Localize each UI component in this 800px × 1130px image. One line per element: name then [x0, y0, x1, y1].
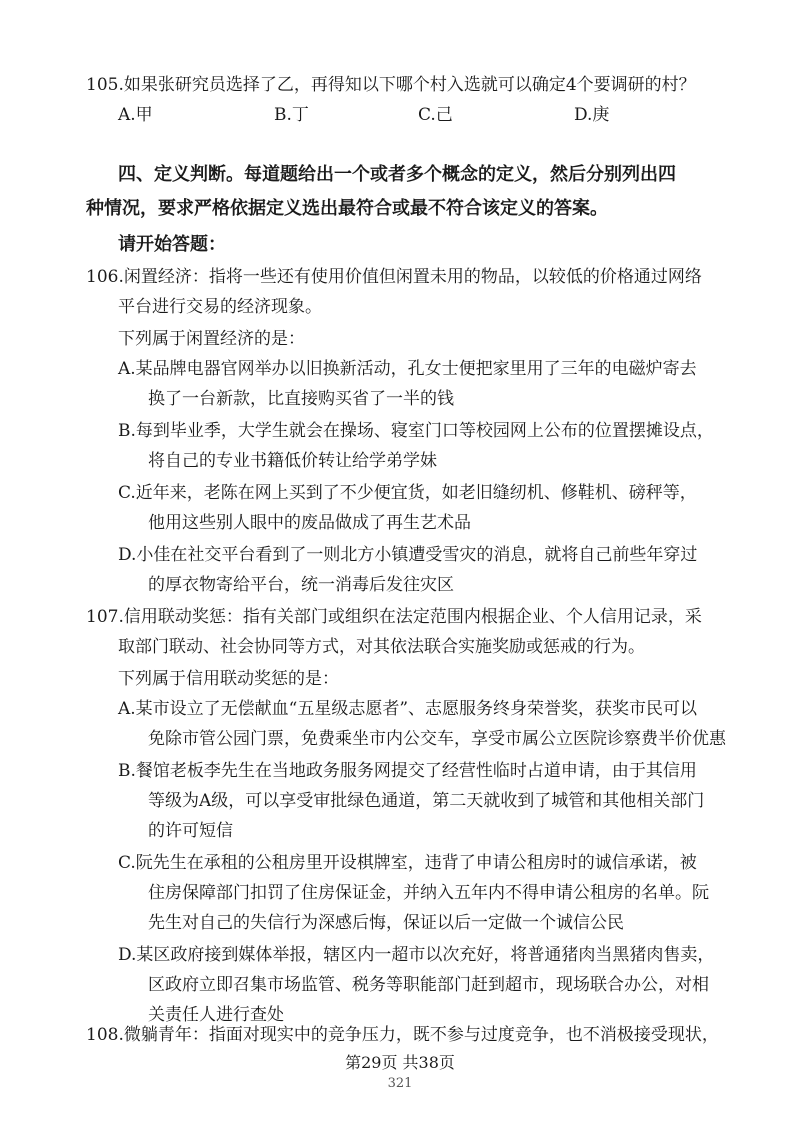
q107-option-c-1: C.阮先生在承租的公租房里开设棋牌室，违背了申请公租房时的诚信承诺，被 — [118, 853, 697, 873]
q106-option-c-2: 他用这些别人眼中的废品做成了再生艺术品 — [148, 513, 471, 533]
q106-option-d-1: D.小佳在社交平台看到了一则北方小镇遭受雪灾的消息，就将自己前些年穿过 — [118, 545, 698, 565]
q106-option-a-1: A.某品牌电器官网举办以旧换新活动，孔女士便把家里用了三年的电磁炉寄去 — [118, 359, 697, 379]
section-start-text: 请开始答题： — [118, 234, 226, 255]
q105-option-c: C.己 — [418, 105, 453, 125]
q106-option-b-1: B.每到毕业季，大学生就会在操场、寝室门口等校园网上公布的位置摆摊设点， — [118, 421, 714, 441]
section-heading-line-2: 种情况，要求严格依据定义选出最符合或最不符合该定义的答案。 — [86, 198, 608, 219]
sheet-number: 321 — [387, 1076, 413, 1091]
section-heading-line-1: 四、定义判断。每道题给出一个或者多个概念的定义，然后分别列出四 — [118, 164, 676, 185]
q107-option-a-1: A.某市设立了无偿献血“五星级志愿者”、志愿服务终身荣誉奖，获奖市民可以 — [118, 699, 698, 719]
page-number: 第29页 共38页 — [345, 1053, 455, 1072]
q107-option-d-2: 区政府立即召集市场监管、税务等职能部门赶到超市，现场联合办公，对相 — [148, 975, 709, 995]
q106-question: 下列属于闲置经济的是： — [118, 329, 305, 349]
q105-option-a: A.甲 — [118, 105, 153, 125]
q107-option-c-2: 住房保障部门扣罚了住房保证金，并纳入五年内不得申请公租房的名单。阮 — [148, 883, 709, 903]
q108-stem: 108.微躺青年：指面对现实中的竞争压力，既不参与过度竞争，也不消极接受现状， — [86, 1025, 719, 1045]
q106-option-d-2: 的厚衣物寄给平台，统一消毒后发往灾区 — [148, 575, 454, 595]
q106-line-2: 平台进行交易的经济现象。 — [118, 297, 322, 317]
q107-option-b-3: 的许可短信 — [148, 821, 233, 841]
q105-option-d: D.庚 — [574, 105, 610, 125]
q106-option-c-1: C.近年来，老陈在网上买到了不少便宜货，如老旧缝纫机、修鞋机、磅秤等， — [118, 483, 697, 503]
q107-line-1: 107.信用联动奖惩：指有关部门或组织在法定范围内根据企业、个人信用记录，采 — [86, 607, 702, 627]
q107-option-b-2: 等级为A级，可以享受审批绿色通道，第二天就收到了城管和其他相关部门 — [148, 791, 705, 811]
q106-option-b-2: 将自己的专业书籍低价转让给学弟学妹 — [148, 451, 437, 471]
q107-option-a-2: 免除市管公园门票，免费乘坐市内公交车，享受市属公立医院诊察费半价优惠 — [148, 729, 726, 749]
q107-option-d-3: 关责任人进行查处 — [148, 1005, 284, 1025]
q107-option-b-1: B.餐馆老板李先生在当地政务服务网提交了经营性临时占道申请，由于其信用 — [118, 761, 697, 781]
q107-line-2: 取部门联动、社会协同等方式，对其依法联合实施奖励或惩戒的行为。 — [118, 637, 645, 657]
q107-question: 下列属于信用联动奖惩的是： — [118, 669, 339, 689]
q105-option-b: B.丁 — [274, 105, 309, 125]
q106-line-1: 106.闲置经济：指将一些还有使用价值但闲置未用的物品，以较低的价格通过网络 — [86, 267, 702, 287]
q105-stem: 105.如果张研究员选择了乙，再得知以下哪个村入选就可以确定4个要调研的村？ — [86, 75, 696, 95]
q107-option-d-1: D.某区政府接到媒体举报，辖区内一超市以次充好，将普通猪肉当黑猪肉售卖， — [118, 945, 715, 965]
q107-option-c-3: 先生对自己的失信行为深感后悔，保证以后一定做一个诚信公民 — [148, 913, 624, 933]
q106-option-a-2: 换了一台新款，比直接购买省了一半的钱 — [148, 389, 454, 409]
